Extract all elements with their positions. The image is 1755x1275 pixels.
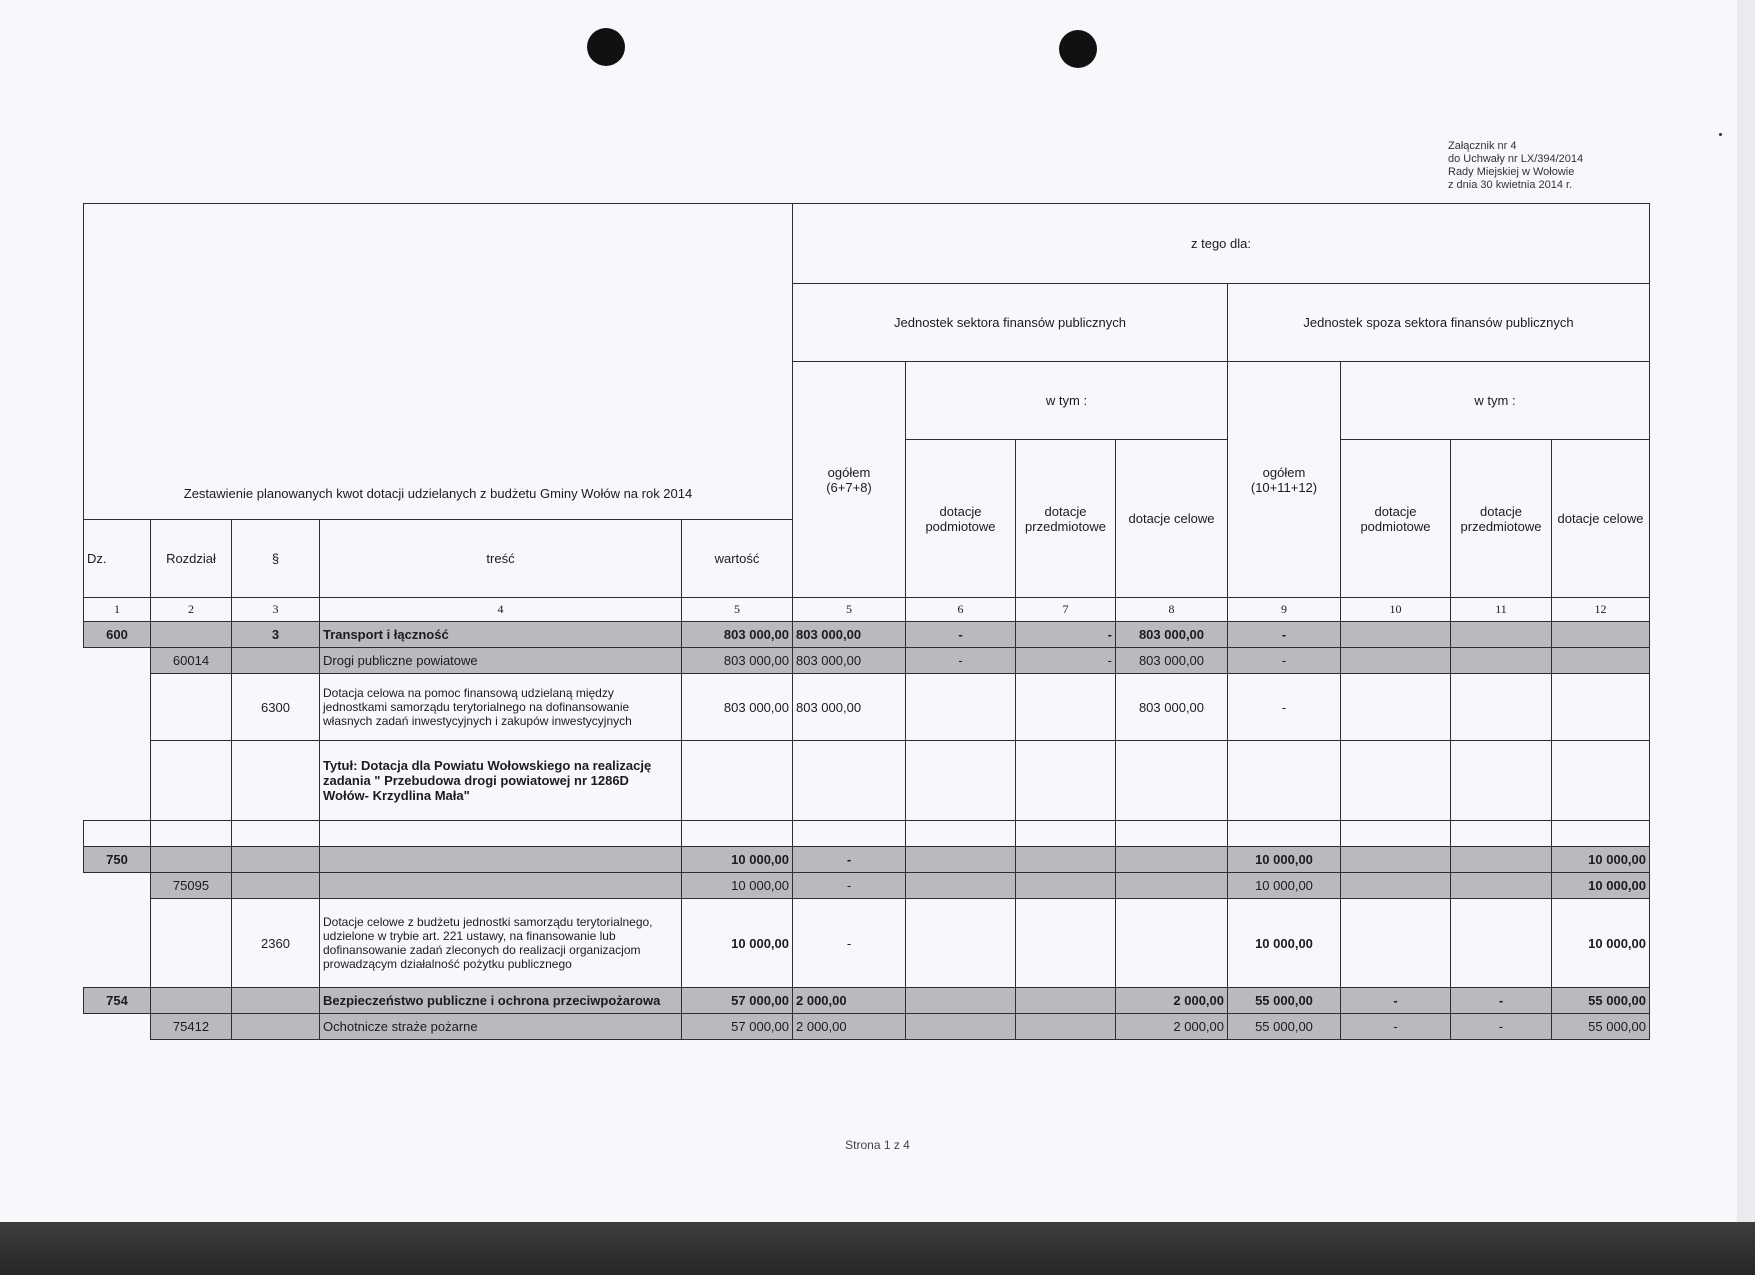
col-num: 7 bbox=[1016, 598, 1116, 622]
header-dotacje-przedmiotowe: dotacje przedmiotowe bbox=[1016, 440, 1116, 598]
col-num: 5 bbox=[793, 598, 906, 622]
cell-wartosc: 10 000,00 bbox=[682, 873, 793, 899]
cell-dz bbox=[84, 821, 151, 847]
cell-rozdzial bbox=[151, 674, 232, 741]
cell-c9 bbox=[1228, 741, 1341, 821]
header-dz: Dz. bbox=[84, 520, 151, 598]
header-dotacje-celowe: dotacje celowe bbox=[1116, 440, 1228, 598]
col-num: 6 bbox=[906, 598, 1016, 622]
cell-c11 bbox=[1451, 873, 1552, 899]
budget-table bbox=[83, 203, 1650, 1040]
cell-dz: 754 bbox=[84, 988, 151, 1014]
cell-c8 bbox=[1116, 821, 1228, 847]
cell-rozdzial bbox=[151, 741, 232, 821]
cell-c12: 55 000,00 bbox=[1552, 988, 1650, 1014]
cell-dz bbox=[84, 899, 151, 988]
cell-wartosc bbox=[682, 821, 793, 847]
header-ogolem-2 bbox=[1228, 362, 1341, 598]
cell-paragraf: 3 bbox=[232, 622, 320, 648]
cell-c11 bbox=[1451, 847, 1552, 873]
annex-note bbox=[1448, 140, 1583, 192]
col-num: 3 bbox=[232, 598, 320, 622]
cell-c12 bbox=[1552, 622, 1650, 648]
cell-c6 bbox=[906, 873, 1016, 899]
cell-c5: 2 000,00 bbox=[793, 988, 906, 1014]
col-num: 5 bbox=[682, 598, 793, 622]
header-w-tym-2: w tym : bbox=[1341, 362, 1650, 440]
header-tresc: treść bbox=[320, 520, 682, 598]
cell-c10 bbox=[1341, 821, 1451, 847]
cell-wartosc: 803 000,00 bbox=[682, 674, 793, 741]
cell-rozdzial: 60014 bbox=[151, 648, 232, 674]
ogolem-formula: (10+11+12) bbox=[1250, 479, 1318, 495]
cell-c9: - bbox=[1228, 674, 1341, 741]
cell-rozdzial: 75095 bbox=[151, 873, 232, 899]
cell-wartosc: 803 000,00 bbox=[682, 648, 793, 674]
cell-paragraf bbox=[232, 821, 320, 847]
header-sektor-publiczny: Jednostek sektora finansów publicznych bbox=[793, 284, 1228, 362]
cell-c12: 10 000,00 bbox=[1552, 873, 1650, 899]
ogolem-formula: (6+7+8) bbox=[826, 479, 872, 495]
scan-edge bbox=[1737, 0, 1755, 1222]
cell-rozdzial bbox=[151, 899, 232, 988]
header-z-tego-dla: z tego dla: bbox=[793, 204, 1650, 284]
table-row bbox=[84, 847, 1650, 873]
cell-c10 bbox=[1341, 873, 1451, 899]
cell-paragraf bbox=[232, 873, 320, 899]
cell-paragraf bbox=[232, 988, 320, 1014]
cell-paragraf bbox=[232, 741, 320, 821]
annex-line: do Uchwały nr LX/394/2014 bbox=[1448, 153, 1584, 165]
cell-wartosc: 57 000,00 bbox=[682, 1014, 793, 1040]
cell-c6 bbox=[906, 741, 1016, 821]
cell-c8: 803 000,00 bbox=[1116, 648, 1228, 674]
header-wartosc: wartość bbox=[682, 520, 793, 598]
cell-c9: - bbox=[1228, 648, 1341, 674]
cell-c7 bbox=[1016, 1014, 1116, 1040]
cell-c12 bbox=[1552, 821, 1650, 847]
cell-c9: 10 000,00 bbox=[1228, 847, 1341, 873]
header-ogolem-1 bbox=[793, 362, 906, 598]
cell-c5: 2 000,00 bbox=[793, 1014, 906, 1040]
annex-line: z dnia 30 kwietnia 2014 r. bbox=[1448, 179, 1573, 191]
column-number-row bbox=[84, 598, 1650, 622]
cell-c7 bbox=[1016, 899, 1116, 988]
ogolem-label: ogółem bbox=[1262, 464, 1306, 480]
cell-tresc: Drogi publiczne powiatowe bbox=[320, 648, 682, 674]
cell-c11 bbox=[1451, 741, 1552, 821]
cell-c8 bbox=[1116, 873, 1228, 899]
col-num: 12 bbox=[1552, 598, 1650, 622]
header-paragraf: § bbox=[232, 520, 320, 598]
cell-c5: - bbox=[793, 873, 906, 899]
cell-c5 bbox=[793, 821, 906, 847]
cell-c12 bbox=[1552, 741, 1650, 821]
cell-c6 bbox=[906, 899, 1016, 988]
table-row bbox=[84, 741, 1650, 821]
cell-c7 bbox=[1016, 988, 1116, 1014]
cell-c6 bbox=[906, 847, 1016, 873]
cell-c12 bbox=[1552, 648, 1650, 674]
cell-wartosc bbox=[682, 741, 793, 821]
cell-c5: - bbox=[793, 899, 906, 988]
cell-c7: - bbox=[1016, 648, 1116, 674]
table-row bbox=[84, 674, 1650, 741]
page-number: Strona 1 z 4 bbox=[845, 1138, 910, 1152]
cell-rozdzial bbox=[151, 988, 232, 1014]
col-num: 1 bbox=[84, 598, 151, 622]
col-num: 10 bbox=[1341, 598, 1451, 622]
cell-c10 bbox=[1341, 648, 1451, 674]
cell-c7: - bbox=[1016, 622, 1116, 648]
cell-c7 bbox=[1016, 873, 1116, 899]
cell-c11: - bbox=[1451, 1014, 1552, 1040]
cell-wartosc: 803 000,00 bbox=[682, 622, 793, 648]
cell-c12: 10 000,00 bbox=[1552, 847, 1650, 873]
cell-c12: 55 000,00 bbox=[1552, 1014, 1650, 1040]
page-title: Zestawienie planowanych kwot dotacji udzielanych z budżetu Gminy Wołów na rok 2014 bbox=[84, 204, 793, 520]
cell-rozdzial: 75412 bbox=[151, 1014, 232, 1040]
header-w-tym-1: w tym : bbox=[906, 362, 1228, 440]
cell-c9: - bbox=[1228, 622, 1341, 648]
header-sektor-poza: Jednostek spoza sektora finansów publicznych bbox=[1228, 284, 1650, 362]
cell-dz bbox=[84, 873, 151, 899]
cell-tresc bbox=[320, 873, 682, 899]
cell-dz bbox=[84, 741, 151, 821]
cell-tresc: Dotacje celowe z budżetu jednostki samorządu terytorialnego, udzielone w trybie art. 221 ustawy, na finansowanie lub dofinansowanie zadań zleconych do realizacji organizacjom prowadzącym działalność pożytku publicznego bbox=[320, 899, 682, 988]
cell-c11 bbox=[1451, 622, 1552, 648]
header-dotacje-podmiotowe: dotacje podmiotowe bbox=[906, 440, 1016, 598]
scan-speck bbox=[1719, 133, 1722, 136]
cell-paragraf: 6300 bbox=[232, 674, 320, 741]
punch-hole-left bbox=[587, 28, 625, 66]
table-row bbox=[84, 821, 1650, 847]
cell-c10 bbox=[1341, 741, 1451, 821]
table-row bbox=[84, 622, 1650, 648]
cell-tresc: Dotacja celowa na pomoc finansową udzielaną między jednostkami samorządu terytorialnego na dofinansowanie własnych zadań inwestycyjnych i zakupów inwestycyjnych bbox=[320, 674, 682, 741]
cell-paragraf bbox=[232, 847, 320, 873]
cell-c11 bbox=[1451, 648, 1552, 674]
cell-c9: 55 000,00 bbox=[1228, 988, 1341, 1014]
cell-rozdzial bbox=[151, 821, 232, 847]
cell-c10 bbox=[1341, 622, 1451, 648]
cell-tresc bbox=[320, 821, 682, 847]
cell-c10: - bbox=[1341, 988, 1451, 1014]
cell-c9: 10 000,00 bbox=[1228, 873, 1341, 899]
cell-c6: - bbox=[906, 648, 1016, 674]
header-rozdzial: Rozdział bbox=[151, 520, 232, 598]
cell-c12 bbox=[1552, 674, 1650, 741]
col-num: 2 bbox=[151, 598, 232, 622]
cell-tresc: Bezpieczeństwo publiczne i ochrona przeciwpożarowa bbox=[320, 988, 682, 1014]
cell-tresc bbox=[320, 847, 682, 873]
header-dotacje-celowe: dotacje celowe bbox=[1552, 440, 1650, 598]
cell-c8 bbox=[1116, 741, 1228, 821]
cell-c6 bbox=[906, 674, 1016, 741]
cell-c6 bbox=[906, 821, 1016, 847]
cell-c8: 803 000,00 bbox=[1116, 622, 1228, 648]
cell-c11 bbox=[1451, 674, 1552, 741]
cell-c10 bbox=[1341, 899, 1451, 988]
cell-dz bbox=[84, 1014, 151, 1040]
cell-c6: - bbox=[906, 622, 1016, 648]
cell-c11 bbox=[1451, 899, 1552, 988]
cell-c7 bbox=[1016, 847, 1116, 873]
cell-c8 bbox=[1116, 847, 1228, 873]
cell-c11: - bbox=[1451, 988, 1552, 1014]
cell-dz: 600 bbox=[84, 622, 151, 648]
cell-c10: - bbox=[1341, 1014, 1451, 1040]
cell-tresc: Tytuł: Dotacja dla Powiatu Wołowskiego na realizację zadania " Przebudowa drogi powiatowej nr 1286D Wołów- Krzydlina Mała" bbox=[320, 741, 682, 821]
cell-c10 bbox=[1341, 674, 1451, 741]
table-row bbox=[84, 648, 1650, 674]
cell-c5: 803 000,00 bbox=[793, 622, 906, 648]
cell-rozdzial bbox=[151, 847, 232, 873]
cell-c9 bbox=[1228, 821, 1341, 847]
ogolem-label: ogółem bbox=[827, 464, 871, 480]
cell-dz: 750 bbox=[84, 847, 151, 873]
table-row bbox=[84, 988, 1650, 1014]
cell-c8 bbox=[1116, 899, 1228, 988]
cell-c9: 10 000,00 bbox=[1228, 899, 1341, 988]
cell-c5: 803 000,00 bbox=[793, 648, 906, 674]
cell-c8: 803 000,00 bbox=[1116, 674, 1228, 741]
cell-c5: 803 000,00 bbox=[793, 674, 906, 741]
cell-c6 bbox=[906, 1014, 1016, 1040]
cell-dz bbox=[84, 674, 151, 741]
cell-tresc: Transport i łączność bbox=[320, 622, 682, 648]
table-row bbox=[84, 1014, 1650, 1040]
punch-hole-right bbox=[1059, 30, 1097, 68]
cell-rozdzial bbox=[151, 622, 232, 648]
cell-c9: 55 000,00 bbox=[1228, 1014, 1341, 1040]
cell-tresc: Ochotnicze straże pożarne bbox=[320, 1014, 682, 1040]
cell-c12: 10 000,00 bbox=[1552, 899, 1650, 988]
cell-c10 bbox=[1341, 847, 1451, 873]
annex-line: Załącznik nr 4 bbox=[1448, 140, 1517, 152]
annex-line: Rady Miejskiej w Wołowie bbox=[1448, 166, 1575, 178]
cell-c7 bbox=[1016, 674, 1116, 741]
cell-wartosc: 10 000,00 bbox=[682, 899, 793, 988]
cell-paragraf bbox=[232, 648, 320, 674]
cell-c5: - bbox=[793, 847, 906, 873]
cell-c11 bbox=[1451, 821, 1552, 847]
cell-c6 bbox=[906, 988, 1016, 1014]
header-dotacje-podmiotowe: dotacje podmiotowe bbox=[1341, 440, 1451, 598]
cell-paragraf: 2360 bbox=[232, 899, 320, 988]
cell-c5 bbox=[793, 741, 906, 821]
col-num: 4 bbox=[320, 598, 682, 622]
cell-c7 bbox=[1016, 741, 1116, 821]
cell-paragraf bbox=[232, 1014, 320, 1040]
cell-dz bbox=[84, 648, 151, 674]
col-num: 11 bbox=[1451, 598, 1552, 622]
scan-bottom-band bbox=[0, 1222, 1755, 1275]
cell-wartosc: 10 000,00 bbox=[682, 847, 793, 873]
cell-c7 bbox=[1016, 821, 1116, 847]
col-num: 8 bbox=[1116, 598, 1228, 622]
table-row bbox=[84, 873, 1650, 899]
table-row bbox=[84, 899, 1650, 988]
cell-c8: 2 000,00 bbox=[1116, 988, 1228, 1014]
cell-wartosc: 57 000,00 bbox=[682, 988, 793, 1014]
cell-c8: 2 000,00 bbox=[1116, 1014, 1228, 1040]
col-num: 9 bbox=[1228, 598, 1341, 622]
header-dotacje-przedmiotowe: dotacje przedmiotowe bbox=[1451, 440, 1552, 598]
